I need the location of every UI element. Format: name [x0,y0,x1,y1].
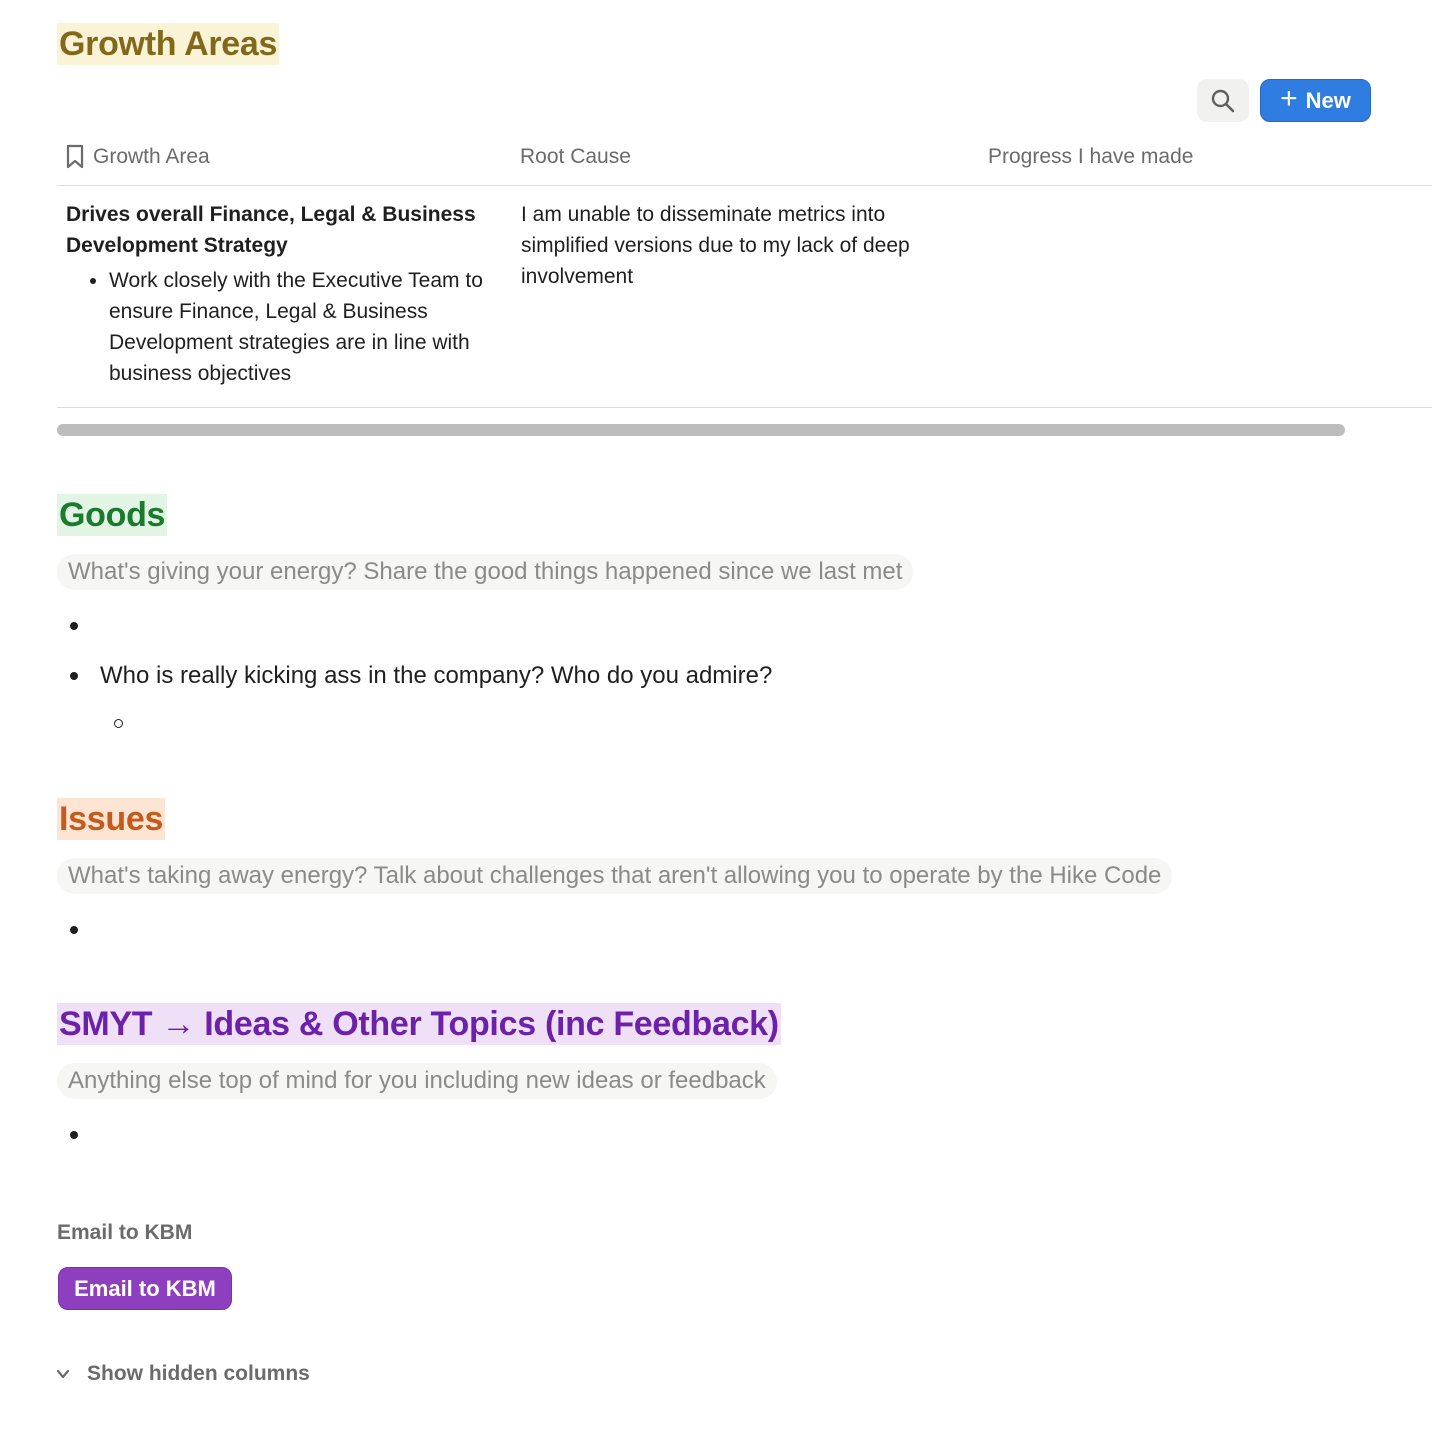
growth-area-title: Drives overall Finance, Legal & Business Development Strategy [66,203,476,257]
search-icon [1210,88,1236,114]
table-cell-root-cause[interactable]: I am unable to disseminate metrics into simplified versions due to my lack of deep involvement [521,203,910,288]
chevron-down-icon [55,1366,71,1382]
bullet-icon [70,1131,78,1139]
hollow-bullet-icon [114,719,123,728]
new-button-label: New [1305,87,1351,113]
table-row-growth-area[interactable] [66,199,506,389]
column-header-progress[interactable]: Progress I have made [988,145,1194,168]
bullet-icon [70,672,78,680]
plus-icon: + [1280,82,1298,115]
column-header-growth-area[interactable] [65,143,210,171]
search-button[interactable] [1197,79,1249,122]
table-header-divider [57,185,1432,186]
new-button[interactable] [1260,79,1371,122]
growth-area-bullets [66,265,506,389]
email-to-kbm-button[interactable]: Email to KBM [58,1267,232,1310]
show-hidden-columns-label: Show hidden columns [87,1362,310,1385]
email-label: Email to KBM [57,1221,193,1244]
list-item: • Work closely with the Executive Team to ensure Finance, Legal & Business Development strategies are in line with business objectives [109,265,506,389]
horizontal-scrollbar[interactable] [57,424,1345,436]
column-header-root-cause[interactable]: Root Cause [520,145,631,168]
goods-heading: Goods [59,496,166,534]
table-bottom-divider [57,407,1432,408]
smyt-heading: SMYT → Ideas & Other Topics (inc Feedback) [59,1005,779,1043]
smyt-prompt: Anything else top of mind for you including new ideas or feedback [57,1063,777,1099]
goods-list-item[interactable]: Who is really kicking ass in the company? Who do you admire? [100,662,773,689]
column-header-label: Growth Area [93,145,210,168]
issues-prompt: What's taking away energy? Talk about challenges that aren't allowing you to operate by the Hike Code [57,858,1172,894]
issues-heading: Issues [59,800,164,838]
bullet-icon [70,622,78,630]
bookmark-icon [65,144,85,170]
show-hidden-columns-toggle[interactable] [55,1362,310,1386]
bullet-icon [70,926,78,934]
goods-prompt: What's giving your energy? Share the good things happened since we last met [57,554,913,590]
growth-areas-heading: Growth Areas [59,25,278,63]
